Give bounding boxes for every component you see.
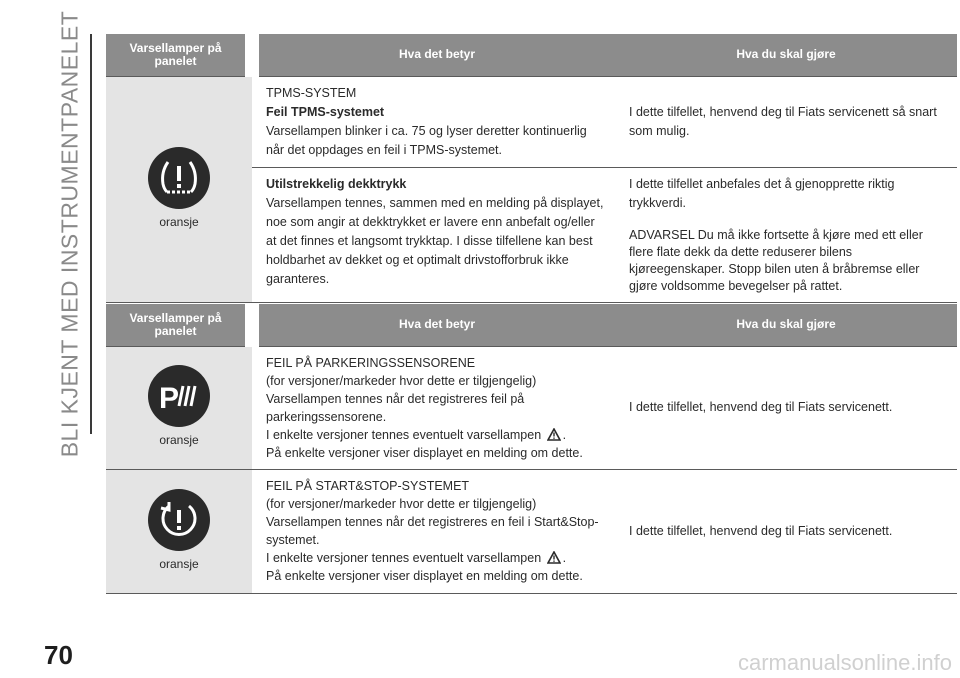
row-subtitle: Utilstrekkelig dekktrykk [266, 176, 407, 191]
page-number: 70 [44, 640, 73, 670]
row-meaning: Varsellampen blinker i ca. 75 og lyser deretter kontinuerlig når det oppdages en feil i TPMS-systemet. [266, 123, 587, 157]
header-action: Hva du skal gjøre [615, 34, 957, 76]
row-meaning: Varsellampen tennes når det registreres feil på parkeringssensorene. [266, 391, 525, 424]
row-action: I dette tilfellet, henvend deg til Fiats servicenett. [629, 523, 893, 538]
header-panel-lamps: Varsellamper på panelet [106, 34, 252, 76]
row-availability: (for versjoner/markeder hvor dette er tilgjengelig) [266, 496, 537, 511]
meaning-cell [252, 346, 615, 469]
header-action: Hva du skal gjøre [615, 304, 957, 346]
row-display-note: På enkelte versjoner viser displayet en melding om dette. [266, 568, 583, 583]
row-warning: ADVARSEL Du må ikke fortsette å kjøre med ett eller flere flate dekk da dette reduserer bilens kjøreegenskaper. Stopp bilen uten å bråbremse eller gjøre voldsomme bevegelser på rattet. [629, 227, 923, 293]
icon-cell [106, 76, 252, 302]
chapter-title: BLI KJENT MED INSTRUMENTPANELET [56, 10, 83, 458]
icon-color-label: oransje [159, 214, 199, 229]
table-row [106, 76, 957, 167]
header-meaning: Hva det betyr [252, 304, 615, 346]
row-action: I dette tilfellet, henvend deg til Fiats servicenett så snart som mulig. [629, 104, 937, 138]
row-note: I enkelte versjoner tennes eventuelt varsellampen . [266, 550, 567, 565]
svg-text:P: P [159, 382, 180, 415]
watermark: carmanualsonline.info [737, 650, 952, 675]
warning-lights-table-2 [106, 304, 957, 594]
icon-color-label: oransje [159, 556, 199, 571]
warning-lights-table-1 [106, 34, 957, 303]
row-subtitle: Feil TPMS-systemet [266, 104, 385, 119]
row-action: I dette tilfellet, henvend deg til Fiats servicenett. [629, 400, 893, 414]
meaning-cell [252, 76, 615, 167]
parking-sensor-icon [148, 365, 210, 427]
action-cell [615, 469, 957, 593]
warning-triangle-icon [547, 551, 561, 564]
row-note: I enkelte versjoner tennes eventuelt varsellampen . [266, 427, 567, 442]
action-cell [615, 167, 957, 302]
table-row [106, 346, 957, 469]
icon-cell [106, 469, 252, 593]
row-meaning: Varsellampen tennes, sammen med en melding på displayet, noe som angir at dekktrykket er lavere enn anbefalt og/eller at det finnes et langsomt trykktap. I disse tilfellene kan best holdbarhet av dekket og et optimalt drivstofforbruk ikke garanteres. [266, 195, 604, 286]
row-availability: (for versjoner/markeder hvor dette er tilgjengelig) [266, 373, 537, 388]
row-meaning: Varsellampen tennes når det registreres en feil i Start&Stop-systemet. [266, 514, 599, 547]
meaning-cell [252, 469, 615, 593]
tpms-warning-icon [148, 147, 210, 209]
meaning-cell [252, 167, 615, 302]
start-stop-icon [148, 489, 210, 551]
row-title: TPMS-SYSTEM [266, 85, 357, 100]
action-cell [615, 76, 957, 167]
warning-triangle-icon [547, 428, 561, 441]
row-title: FEIL PÅ START&STOP-SYSTEMET [266, 478, 470, 493]
row-display-note: På enkelte versjoner viser displayet en melding om dette. [266, 445, 583, 460]
table-row [106, 469, 957, 593]
header-meaning: Hva det betyr [252, 34, 615, 76]
icon-cell [106, 346, 252, 469]
icon-color-label: oransje [159, 433, 199, 447]
chapter-divider [90, 34, 92, 434]
header-panel-lamps: Varsellamper på panelet [106, 304, 252, 346]
row-title: FEIL PÅ PARKERINGSSENSORENE [266, 355, 476, 370]
row-action: I dette tilfellet anbefales det å gjenopprette riktig trykkverdi. [629, 176, 895, 210]
action-cell [615, 346, 957, 469]
